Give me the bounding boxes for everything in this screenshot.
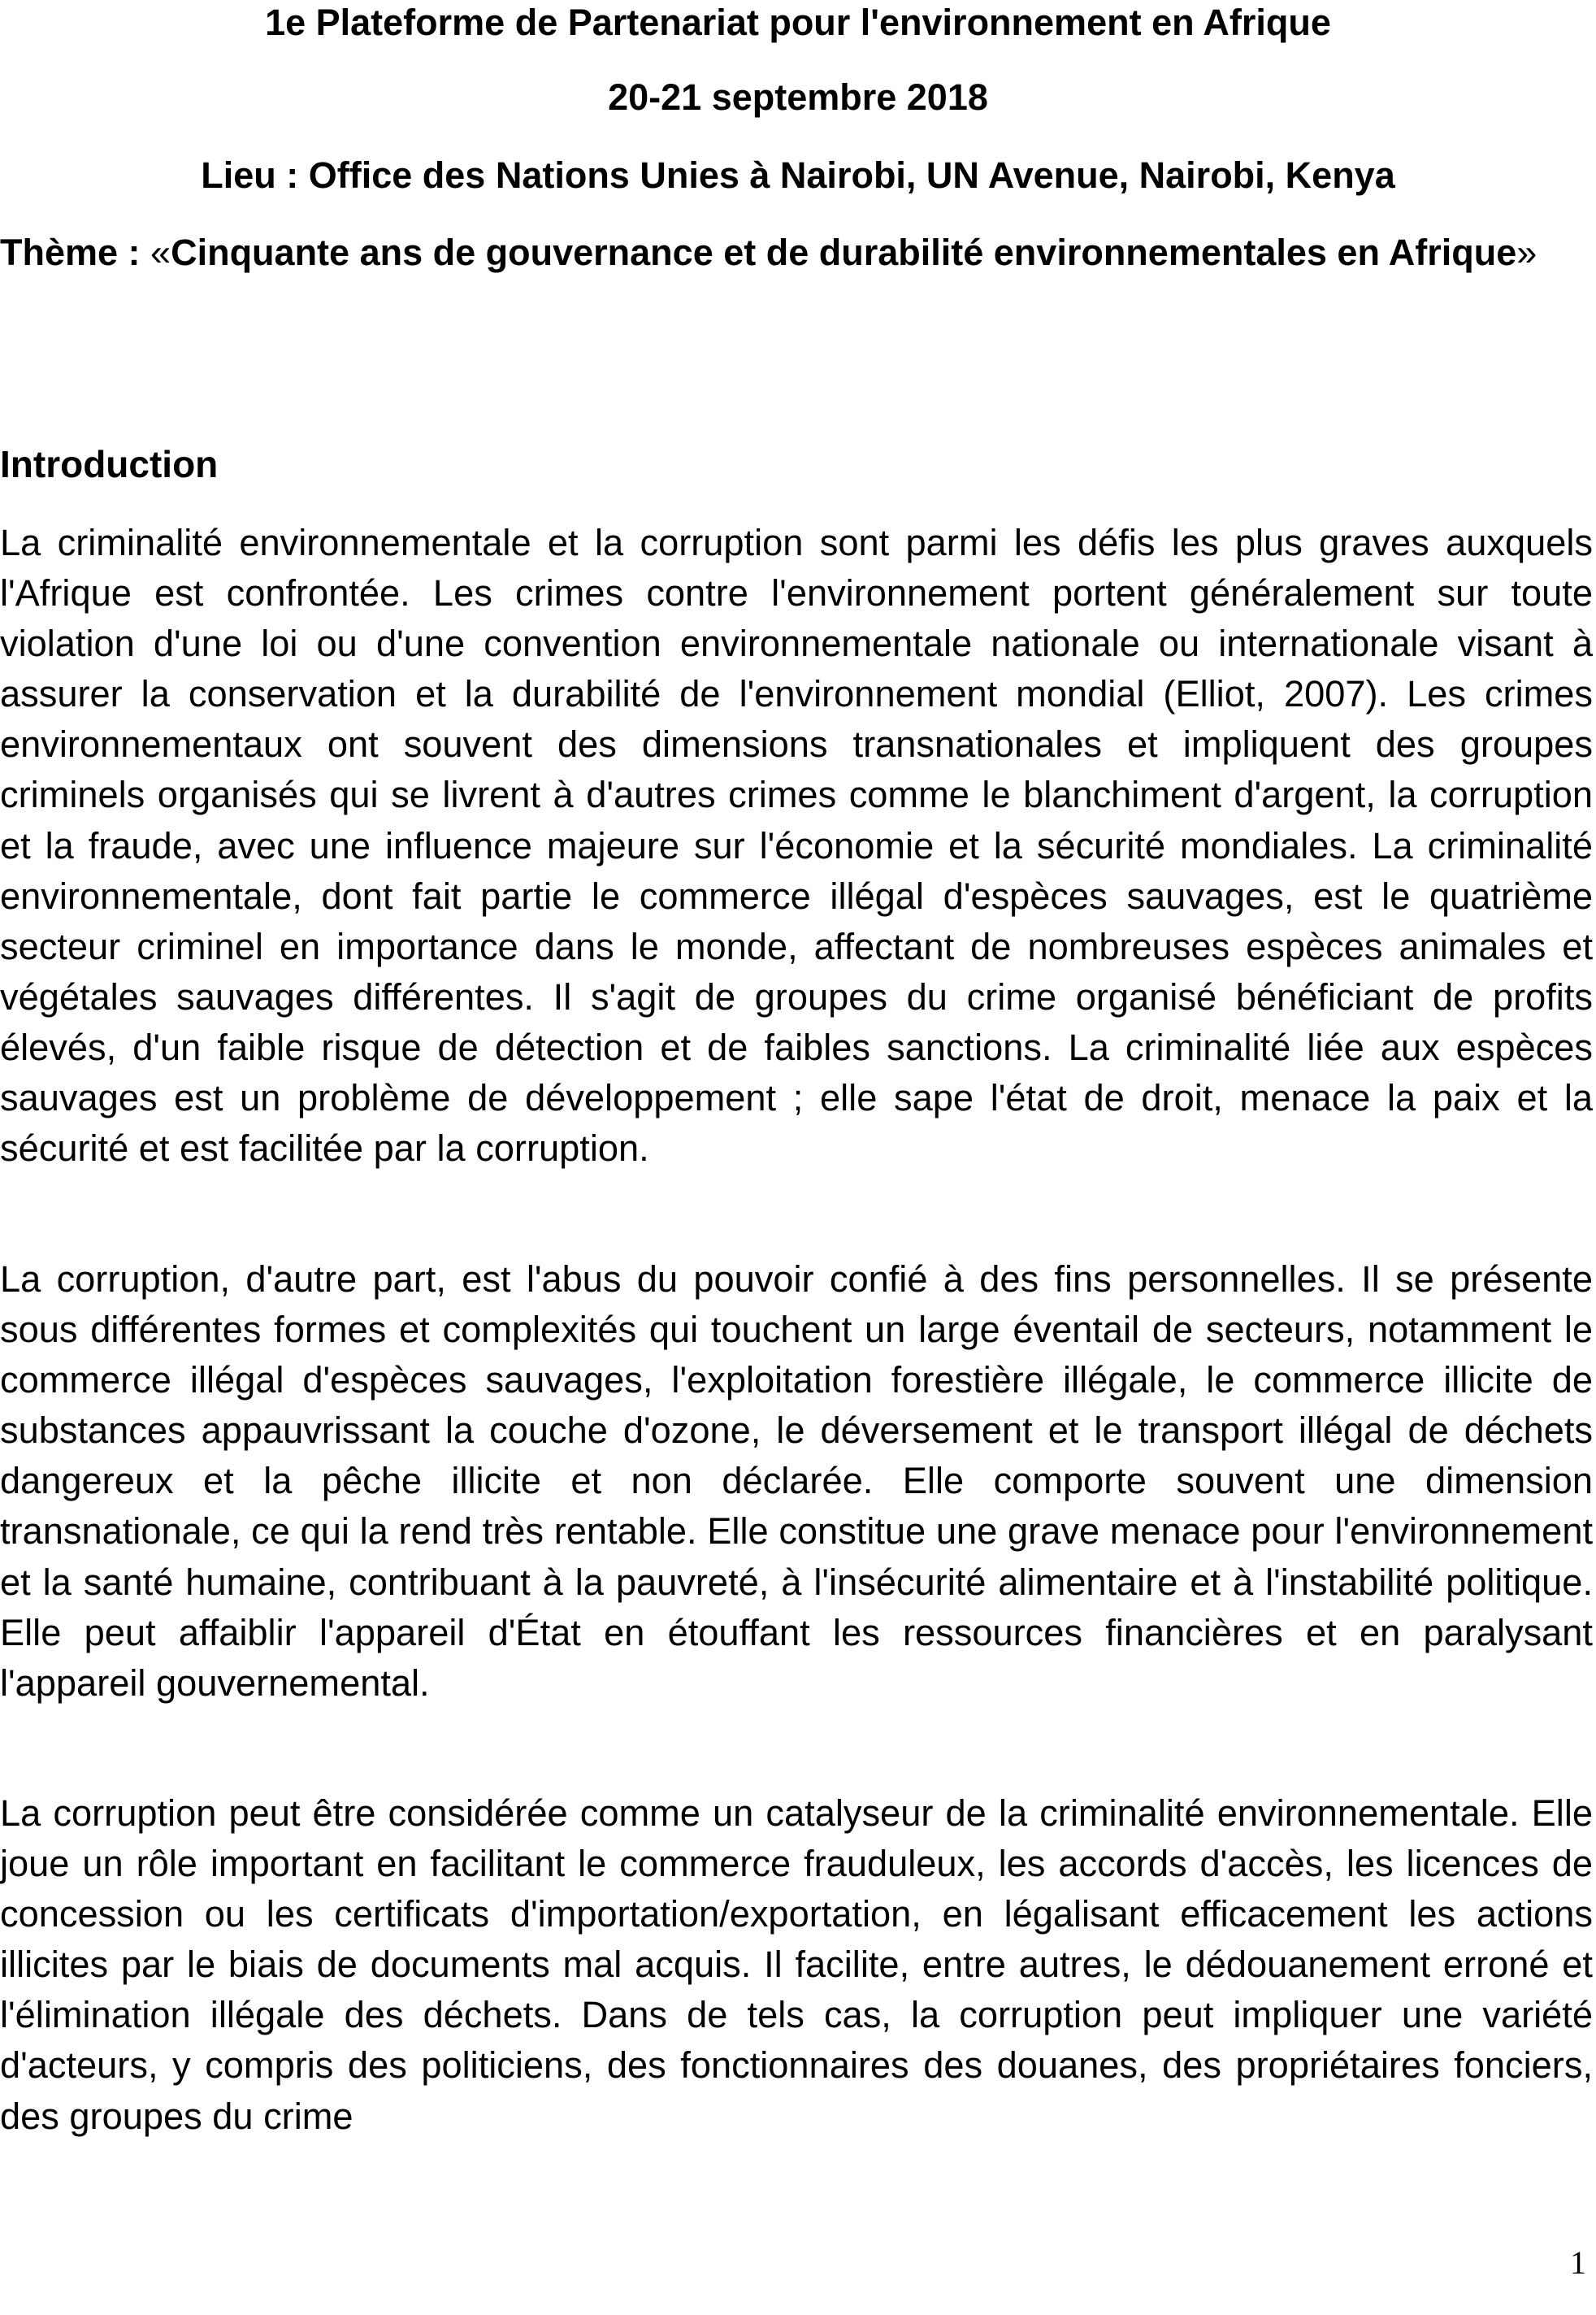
page-number: 1 [1570, 2244, 1586, 2281]
theme-open-quote: « [150, 232, 171, 273]
paragraph: La corruption peut être considérée comme un catalyseur de la criminalité environnementale. Elle joue un rôle important en facilitant le commerce frauduleux, les accords d'accès, les licences de concession ou les certificats d'importation/exportation, en légalisant efficacement les actions illicites par le biais de documents mal acquis. Il facilite, entre autres, le dédouanement erroné et l'élimination illégale des déchets. Dans de tels cas, la corruption peut impliquer une variété d'acteurs, y compris des politiciens, des fonctionnaires des douanes, des propriétaires fonciers, des groupes du crime [0, 1792, 1593, 2137]
theme-prefix: Thème : [0, 232, 151, 273]
event-venue: Lieu : Office des Nations Unies à Nairobi, UN Avenue, Nairobi, Kenya [201, 154, 1395, 196]
event-dates: 20-21 septembre 2018 [608, 76, 988, 118]
section-heading: Introduction [0, 443, 219, 485]
paragraph: La criminalité environnementale et la corruption sont parmi les défis les plus graves auxquels l'Afrique est confrontée. Les crimes contre l'environnement portent généralement sur toute violation d'une loi ou d'une convention environnementale nationale ou internationale visant à assurer la conservation et la durabilité de l'environnement mondial (Elliot, 2007). Les crimes environnementaux ont souvent des dimensions transnationales et impliquent des groupes criminels organisés qui se livrent à d'autres crimes comme le blanchiment d'argent, la corruption et la fraude, avec une influence majeure sur l'économie et la sécurité mondiales. La criminalité environnementale, dont fait partie le commerce illégal d'espèces sauvages, est le quatrième secteur criminel en importance dans le monde, affectant de nombreuses espèces animales et végétales sauvages différentes. Il s'agit de groupes du crime organisé bénéficiant de profits élevés, d'un faible risque de détection et de faibles sanctions. La criminalité liée aux espèces sauvages est un problème de développement ; elle sape l'état de droit, menace la paix et la sécurité et est facilitée par la corruption. [0, 522, 1593, 1170]
theme-close-quote: » [1516, 232, 1537, 273]
theme-text: Cinquante ans de gouvernance et de durabilité environnementales en Afrique [171, 232, 1517, 273]
paragraph: La corruption, d'autre part, est l'abus du pouvoir confié à des fins personnelles. Il se présente sous différentes formes et complexités qui touchent un large éventail de secteurs, notamment le commerce illégal d'espèces sauvages, l'exploitation forestière illégale, le commerce illicite de substances appauvrissant la couche d'ozone, le déversement et le transport illégal de déchets dangereux et la pêche illicite et non déclarée. Elle comporte souvent une dimension transnationale, ce qui la rend très rentable. Elle constitue une grave menace pour l'environnement et la santé humaine, contribuant à la pauvreté, à l'insécurité alimentaire et à l'instabilité politique. Elle peut affaiblir l'appareil d'État en étouffant les ressources financières et en paralysant l'appareil gouvernemental. [0, 1258, 1593, 1704]
event-theme [0, 228, 1593, 278]
document-title: 1e Plateforme de Partenariat pour l'environnement en Afrique [265, 2, 1331, 43]
